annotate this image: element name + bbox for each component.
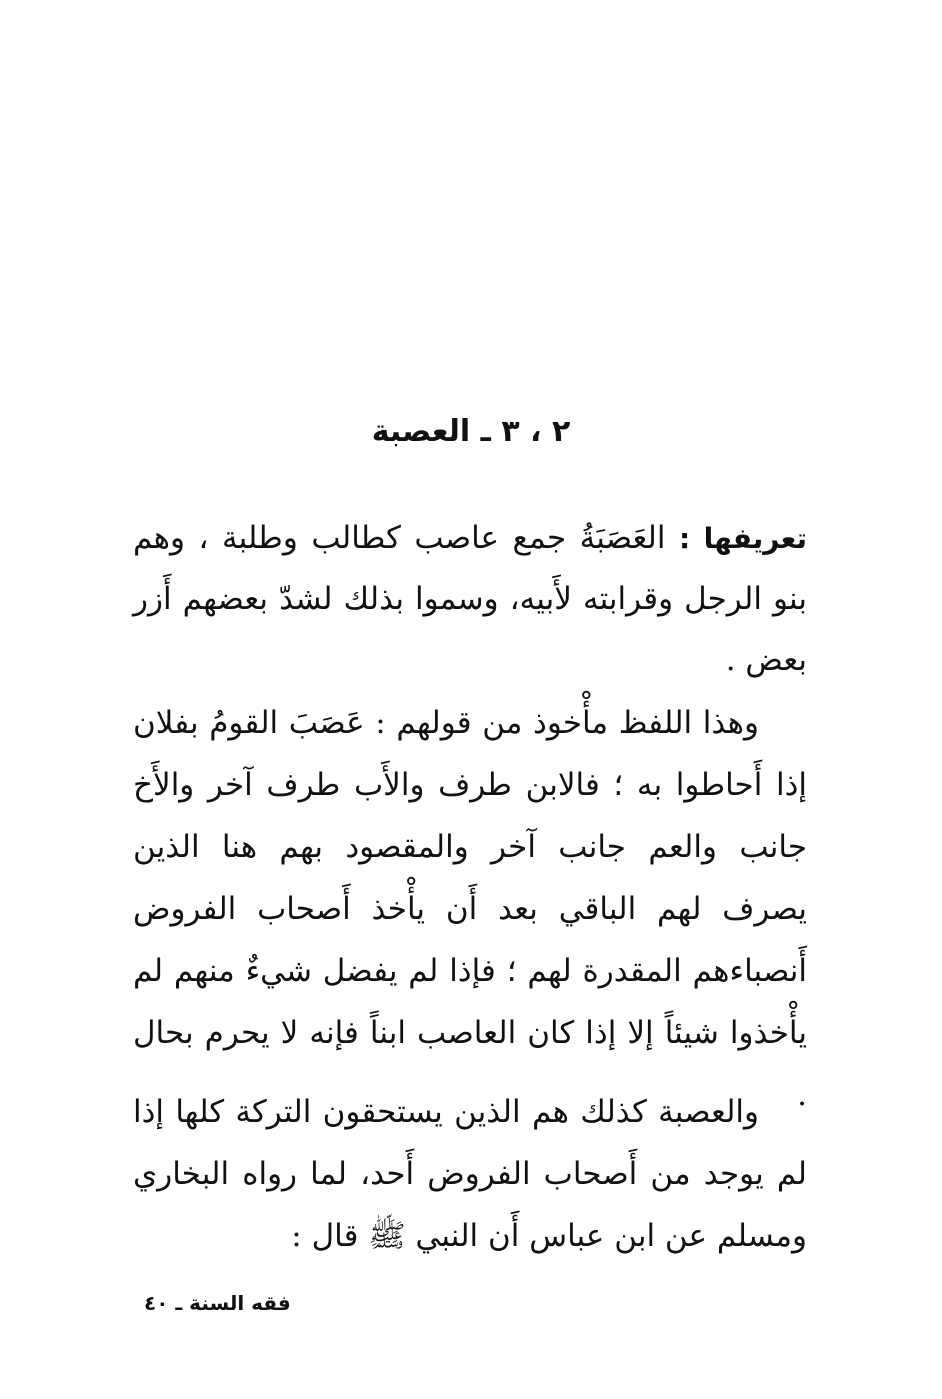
definition-term: تعريفها : bbox=[679, 522, 807, 555]
paragraph-hadith-intro-text: والعصبة كذلك هم الذين يستحقون التركة كلها إذا لم يوجد من أَصحاب الفروض أَحد، لما رواه البخاري ومسلم عن ابن عباس أَن النبي ﷺ قال : bbox=[133, 1094, 807, 1254]
page-footer: فقه السنة ـ ٤٠ bbox=[144, 1291, 291, 1315]
definition-text: العَصَبَةُ جمع عاصب كطالب وطلبة ، وهم بنو الرجل وقرابته لأَبيه، وسموا بذلك لشدّ بعضهم أَزر بعض . bbox=[133, 520, 807, 678]
paragraph-hadith-intro bbox=[133, 1081, 807, 1267]
section-heading: ٢ ، ٣ ـ العصبة bbox=[371, 414, 571, 449]
paragraph-definition bbox=[133, 508, 807, 691]
paragraph-etymology-text: وهذا اللفظ مأْخوذ من قولهم : عَصَبَ القومُ بفلان إذا أَحاطوا به ؛ فالابن طرف والأَب طرف آخر والأَخ جانب والعم جانب آخر والمقصود بهم هنا الذين يصرف لهم الباقي بعد أَن يأْخذ أَصحاب الفروض أَنصباءهم المقدرة لهم ؛ فإذا لم يفضل شيءٌ منهم لم يأْخذوا شيئاً إلا إذا كان العاصب ابناً فإنه لا يحرم بحال . bbox=[133, 705, 807, 1113]
paragraph-etymology bbox=[133, 692, 807, 1126]
